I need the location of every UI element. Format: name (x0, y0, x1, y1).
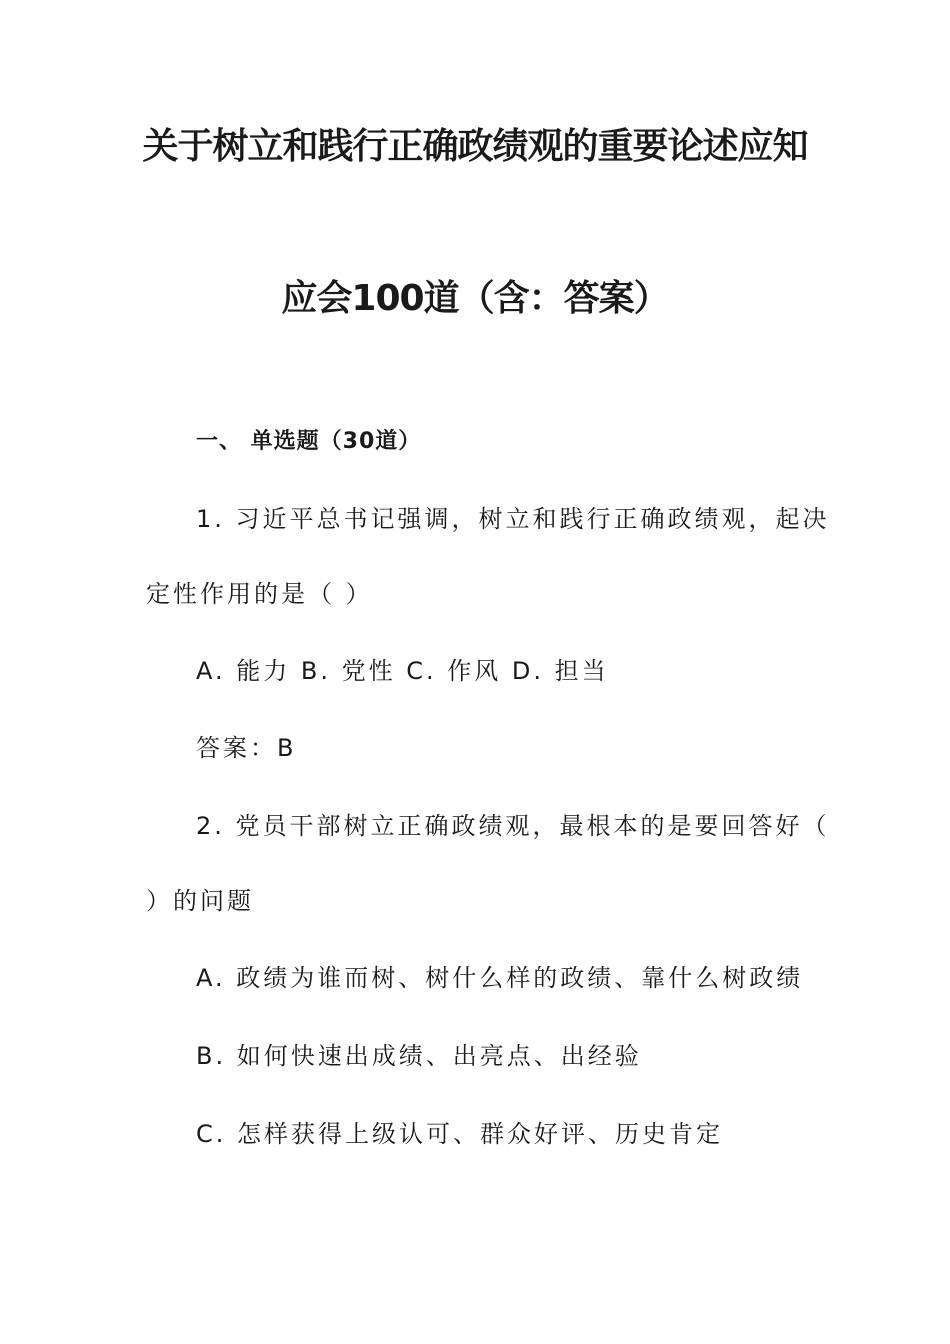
question-2-option-b: B. 如何快速出成绩、出亮点、出经验 (196, 1042, 642, 1070)
document-title-line-2: 应会100道（含：答案） (281, 278, 669, 319)
question-2-option-a: A. 政绩为谁而树、树什么样的政绩、靠什么树政绩 (196, 964, 804, 992)
question-2-stem-line-1: 2. 党员干部树立正确政绩观，最根本的是要回答好（ (196, 812, 830, 840)
question-1-options: A. 能力 B. 党性 C. 作风 D. 担当 (196, 657, 609, 685)
question-2-option-c: C. 怎样获得上级认可、群众好评、历史肯定 (196, 1120, 724, 1148)
question-1-answer: 答案：B (196, 734, 297, 762)
question-1-stem-line-1: 1. 习近平总书记强调，树立和践行正确政绩观，起决 (196, 505, 830, 533)
document-title-line-1: 关于树立和践行正确政绩观的重要论述应知 (142, 126, 808, 167)
question-2-stem-line-2: ）的问题 (146, 887, 254, 915)
section-heading: 一、 单选题（30道） (196, 429, 422, 454)
question-1-stem-line-2: 定性作用的是（ ） (146, 580, 373, 608)
